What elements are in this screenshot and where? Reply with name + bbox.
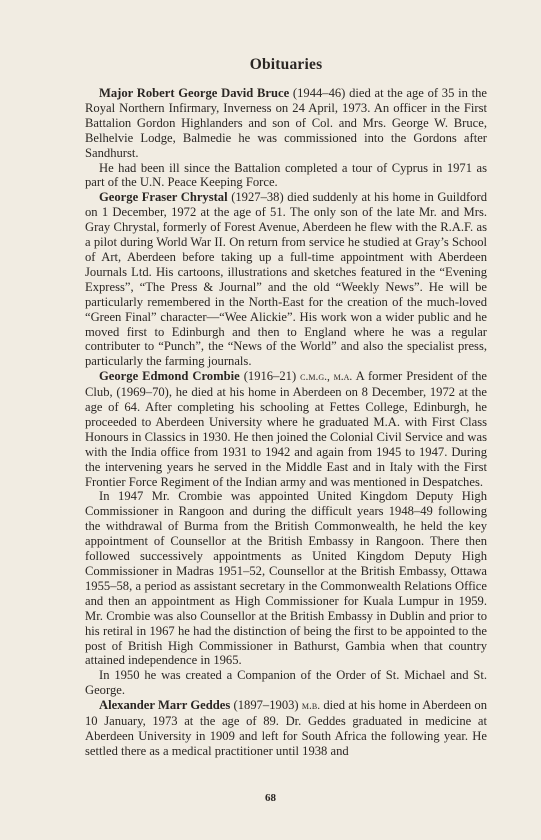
obituary-years: (1897–1903) bbox=[233, 698, 299, 713]
obituary-years: (1927–38) bbox=[231, 190, 284, 205]
obituary-name: George Edmond Crombie bbox=[99, 369, 240, 384]
obituary-name: Major Robert George David Bruce bbox=[99, 86, 290, 100]
obituary-honours: c.m.g., m.a. bbox=[300, 371, 353, 384]
obituary-paragraph bbox=[85, 86, 487, 161]
obituary-text: died suddenly at his home in Guildford on 1 December, 1972 at the age of 51. The only son of the late Mr. and Mrs. Gray Chrystal, formerly of Forest Avenue, Aberdeen he flew with the R.A.F. as a pilot during World War II. On return from service he studied at Gray’s School of Art, Aberdeen before taking up a full-time appointment with Aberdeen Journals Ltd. His cartoons, illustrations and sketches featured in the “Evening Express”, “The Press & Journal” and the old “Weekly News”. He will be particularly remembered in the North-East for the creation of the much-loved “Green Final” character—“Wee Alickie”. His work won a wider public and he moved first to Edinburgh and then to England where he was a regular contributer to “Punch”, the “News of the World” and also the specialist press, particularly the farming journals. bbox=[85, 190, 488, 369]
obituary-text: A former President of the Club, (1969–70), he died at his home in Aberdeen on 8 December, 1972 at the age of 64. After completing his schooling at Fettes College, Edinburgh, he proceeded to Aberdeen University where he graduated M.A. with First Class Honours in Classics in 1930. He then joined the Colonial Civil Service and was with the India office from 1931 to 1942 and again from 1945 to 1947. During the intervening years he served in the Middle East and in Italy with the First Frontier Force Regiment of the Indian army and was mentioned in Despatches. bbox=[85, 369, 487, 489]
obituary-paragraph bbox=[85, 698, 487, 759]
obituary-paragraph: In 1947 Mr. Crombie was appointed United Kingdom Deputy High Commissioner in Rangoon and during the difficult years 1948–49 following the withdrawal of Burma from the British Commonwealth, he held the key appointment of Counsellor at the British Embassy in Rangoon. There then followed successively appointments as United Kingdom Deputy High Commissioner in Madras 1951–52, Counsellor at the British Embassy, Ottawa 1955–58, a period as assistant secretary in the Commonwealth Relations Office and then an appointment as High Commissioner for Kuala Lumpur in 1959. Mr. Crombie was also Counsellor at the British Embassy in Dublin and prior to his retiral in 1967 he had the distinction of being the first to be appointed to the post of British High Commissioner in Bathurst, Gambia when that country attained independence in 1965. bbox=[85, 489, 487, 668]
obituary-name: Alexander Marr Geddes bbox=[99, 698, 231, 713]
obituary-paragraph: He had been ill since the Battalion completed a tour of Cyprus in 1971 as part of the U.N. Peace Keeping Force. bbox=[85, 160, 487, 190]
page-title: Obituaries bbox=[249, 56, 323, 73]
obituary-text: died at his home in Aberdeen on 10 January, 1973 at the age of 89. Dr. Geddes graduated in medicine at Aberdeen University in 1909 and left for South Africa the following year. He settled there as a medical practitioner until 1938 and bbox=[85, 698, 487, 758]
obituary-years: (1916–21) bbox=[243, 369, 297, 384]
obituaries-body bbox=[85, 86, 487, 759]
obituary-paragraph bbox=[85, 190, 487, 369]
obituary-years: (1944–46) bbox=[292, 86, 346, 100]
obituary-paragraph bbox=[85, 369, 487, 489]
obituary-paragraph: In 1950 he was created a Companion of the Order of St. Michael and St. George. bbox=[85, 668, 487, 698]
obituary-honours: m.b. bbox=[301, 700, 321, 713]
obituary-text: died at the age of 35 in the Royal Northern Infirmary, Inverness on 24 April, 1973. An officer in the First Battalion Gordon Highlanders and son of Col. and Mrs. George W. Bruce, Belhelvie Lodge, Balmedie he was commissioned into the Gordons after Sandhurst. bbox=[85, 86, 487, 160]
page-number: 68 bbox=[265, 792, 276, 804]
obituary-name: George Fraser Chrystal bbox=[99, 190, 228, 205]
